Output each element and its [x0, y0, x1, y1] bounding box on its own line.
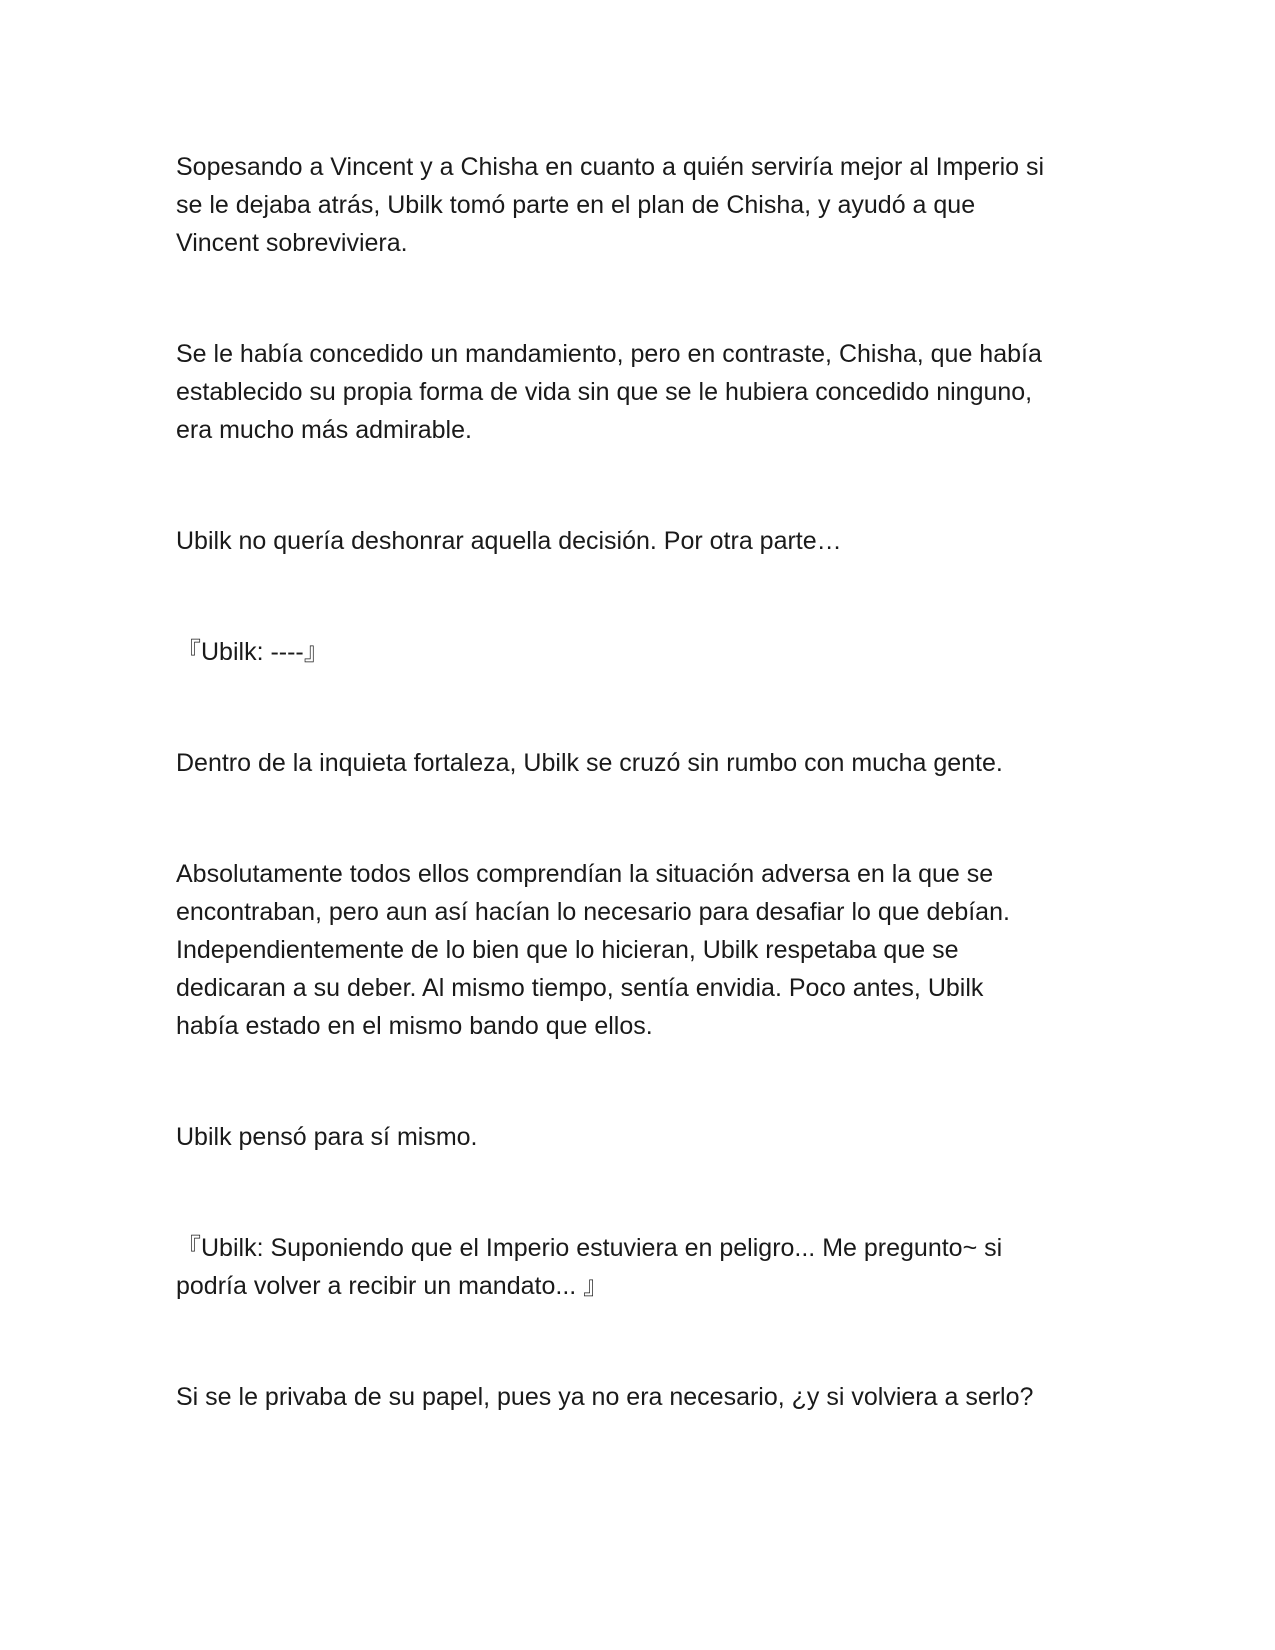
dialogue-line-1: 『Ubilk: ----』: [176, 638, 329, 666]
document-body: [176, 148, 1106, 1416]
dialogue-line-2: 『Ubilk: Suponiendo que el Imperio estuviera en peligro... Me pregunto~ si podría volver a recibir un mandato... 』: [176, 1234, 1003, 1300]
paragraph-3: Ubilk no quería deshonrar aquella decisión. Por otra parte…: [176, 527, 842, 555]
paragraph-7: Si se le privaba de su papel, pues ya no era necesario, ¿y si volviera a serlo?: [176, 1383, 1034, 1411]
paragraph-1: Sopesando a Vincent y a Chisha en cuanto a quién serviría mejor al Imperio si se le dejaba atrás, Ubilk tomó parte en el plan de Chisha, y ayudó a que Vincent sobreviviera.: [176, 153, 1045, 257]
paragraph-2: Se le había concedido un mandamiento, pero en contraste, Chisha, que había establecido su propia forma de vida sin que se le hubiera concedido ninguno, era mucho más admirable.: [176, 340, 1042, 444]
paragraph-4: Dentro de la inquieta fortaleza, Ubilk se cruzó sin rumbo con mucha gente.: [176, 749, 1003, 777]
paragraph-5: Absolutamente todos ellos comprendían la situación adversa en la que se encontraban, pero aun así hacían lo necesario para desafiar lo que debían. Independientemente de lo bien que lo hicieran, Ubilk respetaba que se dedicaran a su deber. Al mismo tiempo, sentía envidia. Poco antes, Ubilk había estado en el mismo bando que ellos.: [176, 860, 1010, 1040]
paragraph-6: Ubilk pensó para sí mismo.: [176, 1123, 478, 1151]
